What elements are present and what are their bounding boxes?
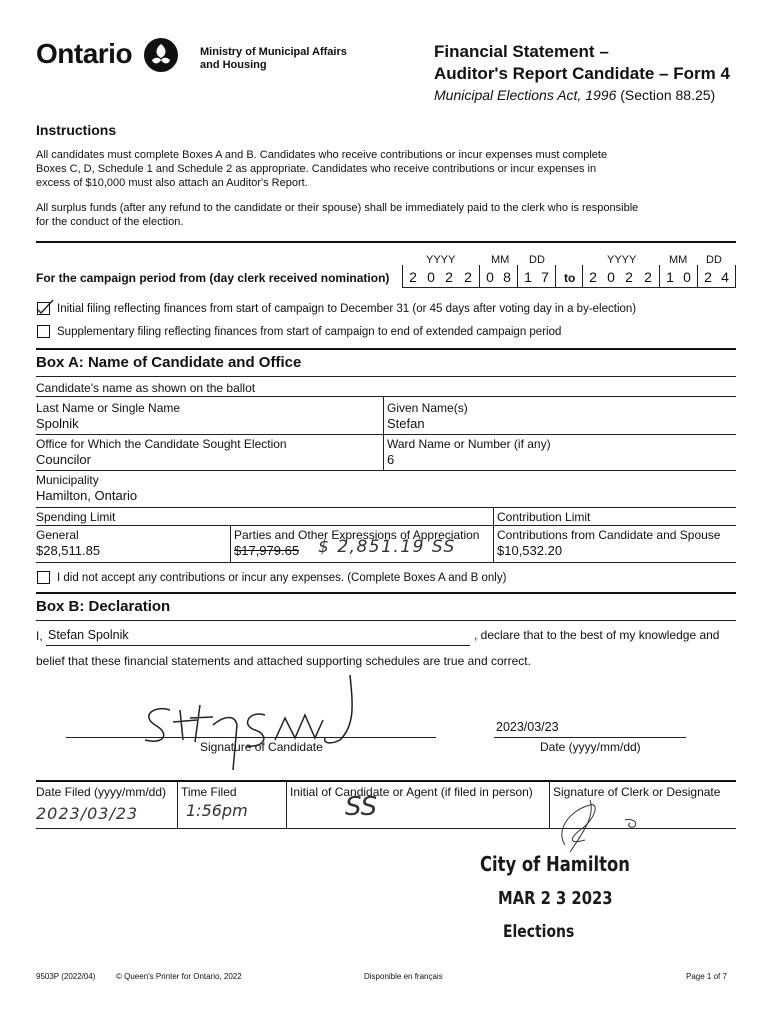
to-date-field[interactable] <box>582 265 736 287</box>
ballot-name-label: Candidate's name as shown on the ballot <box>36 381 256 395</box>
contributions-label: Contributions from Candidate and Spouse <box>497 528 721 542</box>
divider <box>36 525 493 526</box>
date-filed-field[interactable]: 2023/03/23 <box>36 804 139 823</box>
instructions-para1-line3: excess of $10,000 must also attach an Auditor's Report. <box>36 177 308 189</box>
declarant-name-underline <box>46 645 470 646</box>
declaration-text: , declare that to the best of my knowledge and <box>474 628 720 642</box>
divider <box>36 507 736 508</box>
clerk-signature-label: Signature of Clerk or Designate <box>553 785 721 799</box>
supplementary-filing-label: Supplementary filing reflecting finances from start of campaign to end of extended campaign period <box>57 326 562 338</box>
instructions-para2-line2: for the conduct of the election. <box>36 216 184 228</box>
signature-label: Signature of Candidate <box>200 740 323 754</box>
divider <box>286 780 287 828</box>
divider <box>36 434 736 435</box>
received-stamp-line3: Elections <box>503 922 575 942</box>
divider <box>36 780 736 782</box>
brand-wordmark: Ontario <box>36 38 133 69</box>
form-code: 9503P (2022/04) <box>36 972 96 981</box>
from-digit: 7 <box>541 269 549 285</box>
municipality-field[interactable]: Hamilton, Ontario <box>36 488 138 503</box>
act-section: (Section 88.25) <box>620 87 716 103</box>
from-digit: 1 <box>524 269 532 285</box>
divider <box>517 265 518 287</box>
act-reference <box>434 87 715 103</box>
ministry-name-line2: and Housing <box>200 59 267 71</box>
divider <box>230 525 231 562</box>
signature-date-field[interactable]: 2023/03/23 <box>496 720 559 734</box>
copyright: © Queen's Printer for Ontario, 2022 <box>116 972 242 981</box>
to-digit: 0 <box>683 269 691 285</box>
received-stamp-line1: City of Hamilton <box>480 852 630 876</box>
divider <box>697 265 698 287</box>
french-availability: Disponible en français <box>364 972 443 981</box>
candidate-signature <box>125 670 385 780</box>
from-dd-label: DD <box>529 254 545 266</box>
date-baseline <box>402 287 736 288</box>
instructions-para1-line1: All candidates must complete Boxes A and B. Candidates who receive contributions or incur expenses must complete <box>36 149 608 161</box>
general-value[interactable]: $28,511.85 <box>36 543 101 558</box>
check-icon <box>36 299 54 315</box>
office-label: Office for Which the Candidate Sought Election <box>36 437 287 451</box>
contributions-value[interactable]: $10,532.20 <box>497 543 563 558</box>
from-date-field[interactable] <box>402 265 556 287</box>
from-yyyy-label: YYYY <box>426 254 456 266</box>
from-mm-label: MM <box>491 254 510 266</box>
last-name-field[interactable]: Spolnik <box>36 416 79 431</box>
to-digit: 4 <box>721 269 729 285</box>
divider <box>582 265 583 287</box>
received-stamp-date: MAR 2 3 2023 <box>498 888 613 909</box>
declarant-name-field[interactable]: Stefan Spolnik <box>48 628 129 642</box>
parties-value-handwritten: $ 2,851.19 SS <box>318 537 456 557</box>
given-name-label: Given Name(s) <box>387 401 468 415</box>
from-digit: 8 <box>503 269 511 285</box>
instructions-para1-line2: Boxes C, D, Schedule 1 and Schedule 2 as appropriate. Candidates who receive contributions or incur expenses in <box>36 163 597 175</box>
divider <box>735 265 736 287</box>
ward-label: Ward Name or Number (if any) <box>387 437 551 451</box>
municipality-label: Municipality <box>36 473 99 487</box>
instructions-para2-line1: All surplus funds (after any refund to the candidate or their spouse) shall be immediately paid to the clerk who is responsible <box>36 202 639 214</box>
divider <box>555 265 556 287</box>
no-contributions-label: I did not accept any contributions or incur any expenses. (Complete Boxes A and B only) <box>57 572 507 584</box>
ontario-logo <box>36 38 186 74</box>
to-mm-label: MM <box>669 254 688 266</box>
divider <box>36 241 736 243</box>
initial-filing-checkbox[interactable] <box>37 302 50 315</box>
to-digit: 0 <box>607 269 615 285</box>
form-title-line2: Auditor's Report Candidate – Form 4 <box>434 64 730 83</box>
form-title-line1: Financial Statement – <box>434 42 609 61</box>
supplementary-filing-checkbox[interactable] <box>37 325 50 338</box>
divider <box>36 348 736 350</box>
divider <box>36 470 736 471</box>
divider <box>177 780 178 828</box>
office-field[interactable]: Councilor <box>36 452 91 467</box>
spending-limit-label: Spending Limit <box>36 510 116 524</box>
general-label: General <box>36 528 79 542</box>
initial-label: Initial of Candidate or Agent (if filed in person) <box>290 785 533 799</box>
divider <box>36 562 736 563</box>
parties-value-struck: $17,979.65 <box>234 543 300 558</box>
box-b-title: Box B: Declaration <box>36 598 171 615</box>
page-number: Page 1 of 7 <box>686 972 727 981</box>
to-yyyy-label: YYYY <box>607 254 637 266</box>
from-digit: 0 <box>486 269 494 285</box>
divider <box>493 525 736 526</box>
time-filed-label: Time Filed <box>181 785 237 799</box>
divider <box>36 376 736 377</box>
last-name-label: Last Name or Single Name <box>36 401 181 415</box>
divider <box>479 265 480 287</box>
to-digit: 2 <box>625 269 633 285</box>
divider <box>493 507 494 562</box>
campaign-period-label: For the campaign period from (day clerk received nomination) <box>36 271 390 285</box>
divider <box>36 592 736 594</box>
initial-field[interactable]: SS <box>345 792 378 822</box>
trillium-icon <box>144 38 178 72</box>
from-digit: 0 <box>427 269 435 285</box>
date-filed-label: Date Filed (yyyy/mm/dd) <box>36 785 167 799</box>
ward-field[interactable]: 6 <box>387 452 395 467</box>
date-label: Date (yyyy/mm/dd) <box>540 740 641 754</box>
divider <box>402 265 403 287</box>
ministry-name-line1: Ministry of Municipal Affairs <box>200 46 347 58</box>
divider <box>36 828 736 829</box>
contribution-limit-label: Contribution Limit <box>497 510 591 524</box>
signature-line <box>66 737 436 738</box>
from-digit: 2 <box>464 269 472 285</box>
from-digit: 2 <box>409 269 417 285</box>
divider <box>36 396 736 397</box>
belief-text: belief that these financial statements and attached supporting schedules are true and correct. <box>36 654 531 668</box>
divider <box>36 620 736 621</box>
no-contributions-checkbox[interactable] <box>37 571 50 584</box>
date-line <box>494 737 686 738</box>
from-digit: 2 <box>445 269 453 285</box>
box-a-title: Box A: Name of Candidate and Office <box>36 354 302 371</box>
to-digit: 2 <box>644 269 652 285</box>
parties-label: Parties and Other Expressions of Appreciation <box>234 528 480 542</box>
to-label: to <box>564 271 576 285</box>
divider <box>659 265 660 287</box>
to-dd-label: DD <box>706 254 722 266</box>
divider <box>383 396 384 470</box>
time-filed-field[interactable]: 1:56pm <box>186 801 248 820</box>
to-digit: 2 <box>704 269 712 285</box>
instructions-heading: Instructions <box>36 122 117 138</box>
act-name: Municipal Elections Act, 1996 <box>434 87 617 103</box>
clerk-signature <box>540 790 690 860</box>
to-digit: 1 <box>666 269 674 285</box>
to-digit: 2 <box>589 269 597 285</box>
given-name-field[interactable]: Stefan <box>387 416 425 431</box>
initial-filing-label: Initial filing reflecting finances from start of campaign to December 31 (or 45 days after voting day in a by-election) <box>57 303 637 315</box>
declaration-i: I, <box>36 629 43 643</box>
